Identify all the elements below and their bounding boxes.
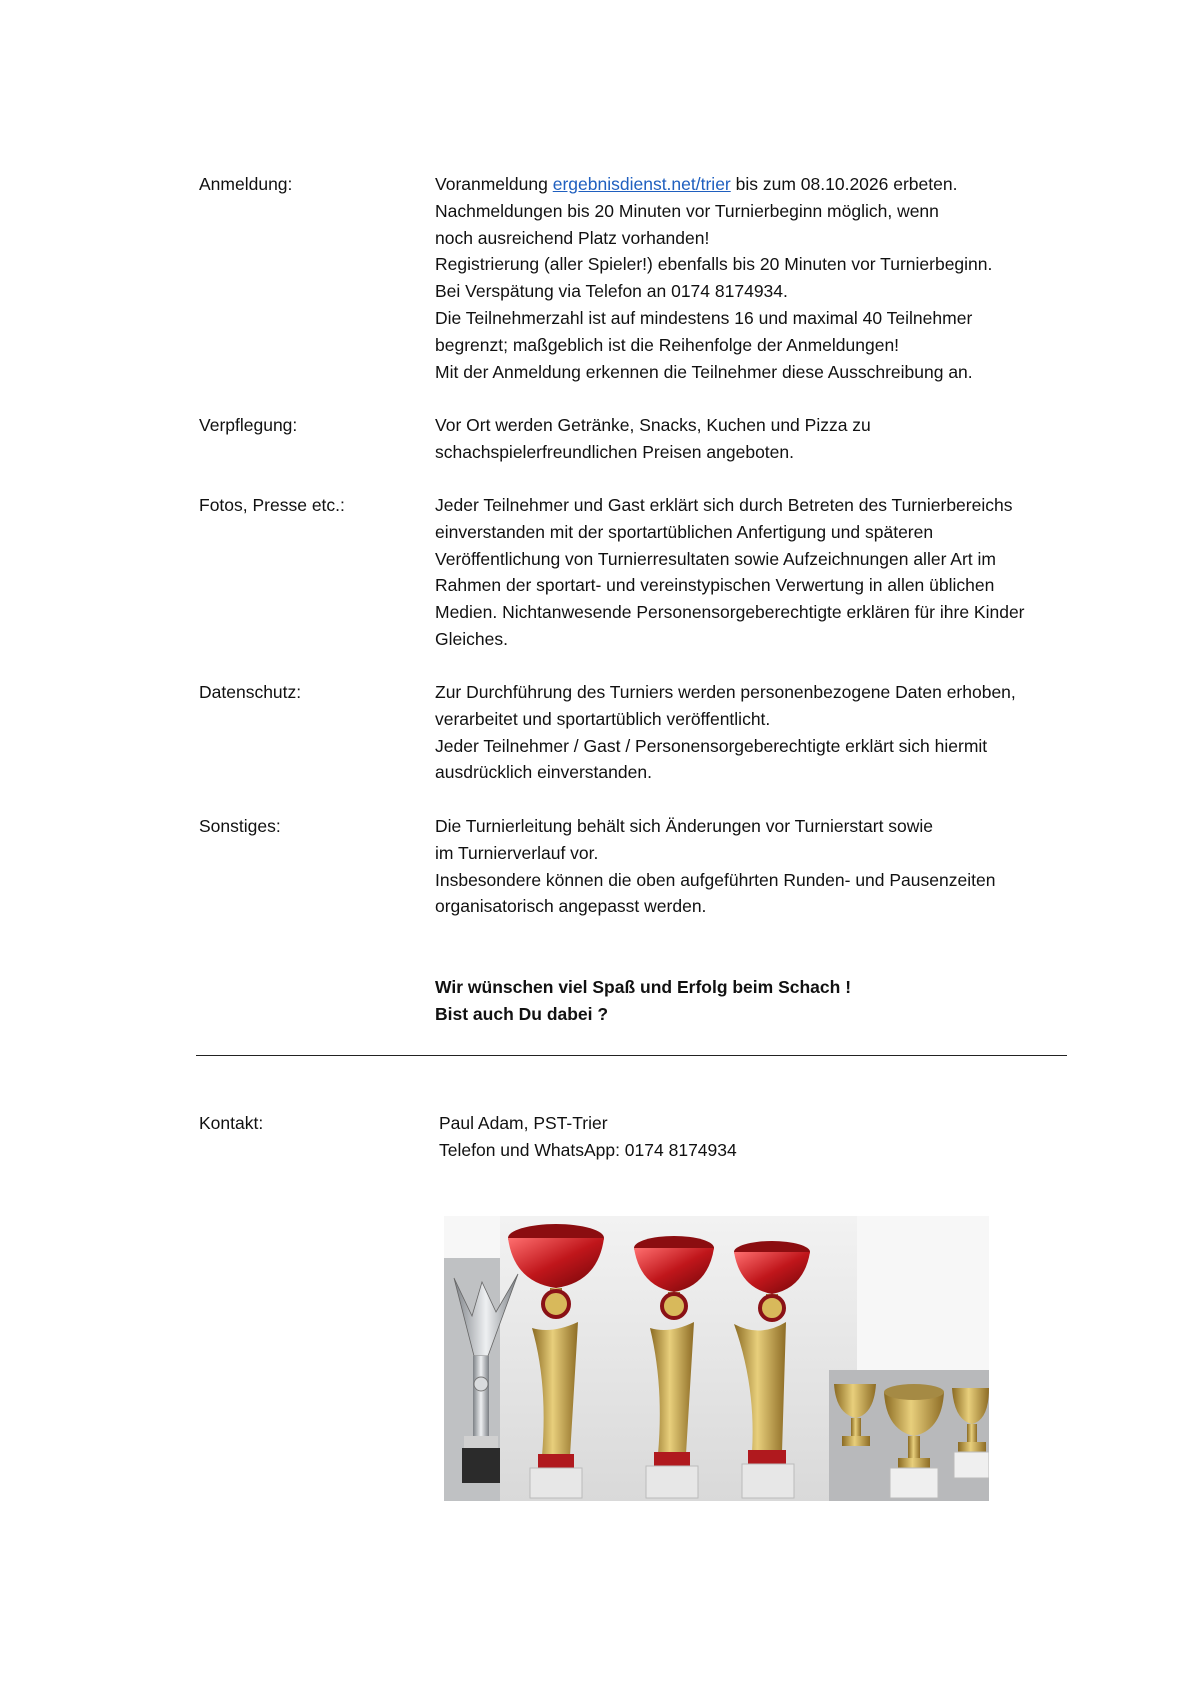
datenschutz-line: Jeder Teilnehmer / Gast / Personensorgeberechtigte erklärt sich hiermit [435, 735, 988, 756]
fotos-line: Rahmen der sportart- und vereinstypischen Verwertung in allen üblichen [435, 575, 995, 596]
datenschutz-line: verarbeitet und sportartüblich veröffentlicht. [435, 708, 771, 729]
fotos-line: Gleiches. [435, 628, 508, 649]
verpflegung-text [435, 412, 871, 466]
anmeldung-first-line [435, 171, 992, 198]
sonstiges-line: im Turnierverlauf vor. [435, 842, 599, 863]
closing-line: Wir wünschen viel Spaß und Erfolg beim Schach ! [435, 977, 852, 997]
fotos-text [435, 492, 1025, 653]
kontakt-label: Kontakt: [199, 1113, 264, 1133]
fotos-line: Jeder Teilnehmer und Gast erklärt sich durch Betreten des Turnierbereichs [435, 495, 1013, 515]
datenschutz-line: Zur Durchführung des Turniers werden personenbezogene Daten erhoben, [435, 682, 1016, 702]
anmeldung-line: Bei Verspätung via Telefon an 0174 8174934. [435, 281, 788, 302]
datenschutz-line: ausdrücklich einverstanden. [435, 762, 652, 783]
anmeldung-line: Die Teilnehmerzahl ist auf mindestens 16 und maximal 40 Teilnehmer [435, 307, 973, 328]
anmeldung-line: Registrierung (aller Spieler!) ebenfalls bis 20 Minuten vor Turnierbeginn. [435, 254, 993, 275]
anmeldung-line: Mit der Anmeldung erkennen die Teilnehmer diese Ausschreibung an. [435, 361, 973, 382]
closing-text [435, 974, 851, 1028]
datenschutz-text [435, 679, 1016, 786]
sonstiges-text [435, 813, 995, 920]
anmeldung-line: Nachmeldungen bis 20 Minuten vor Turnierbeginn möglich, wenn [435, 200, 939, 221]
fotos-line: Medien. Nichtanwesende Personensorgeberechtigte erklären für ihre Kinder [435, 602, 1025, 623]
verpflegung-line: Vor Ort werden Getränke, Snacks, Kuchen und Pizza zu [435, 415, 871, 435]
trophies-icon [444, 1216, 989, 1501]
sonstiges-line: Die Turnierleitung behält sich Änderungen vor Turnierstart sowie [435, 816, 934, 836]
anmeldung-intro: Voranmeldung [435, 174, 553, 194]
anmeldung-line: begrenzt; maßgeblich ist die Reihenfolge der Anmeldungen! [435, 334, 900, 355]
closing-line: Bist auch Du dabei ? [435, 1003, 609, 1024]
fotos-line: Veröffentlichung von Turnierresultaten sowie Aufzeichnungen aller Art im [435, 548, 996, 569]
sonstiges-line: organisatorisch angepasst werden. [435, 896, 707, 917]
anmeldung-deadline: bis zum 08.10.2026 erbeten. [730, 174, 958, 194]
trophies-photo [444, 1216, 989, 1501]
anmeldung-text [435, 171, 992, 385]
divider [196, 1055, 1067, 1056]
datenschutz-label: Datenschutz: [199, 682, 302, 702]
sonstiges-label: Sonstiges: [199, 816, 281, 836]
verpflegung-label: Verpflegung: [199, 415, 298, 435]
kontakt-text [439, 1110, 737, 1164]
kontakt-line: Telefon und WhatsApp: 0174 8174934 [439, 1139, 737, 1160]
kontakt-line: Paul Adam, PST-Trier [439, 1113, 608, 1133]
registration-link[interactable]: ergebnisdienst.net/trier [552, 174, 731, 194]
anmeldung-line: noch ausreichend Platz vorhanden! [435, 227, 710, 248]
anmeldung-label: Anmeldung: [199, 174, 293, 194]
verpflegung-line: schachspielerfreundlichen Preisen angeboten. [435, 441, 794, 462]
fotos-label: Fotos, Presse etc.: [199, 495, 345, 515]
sonstiges-line: Insbesondere können die oben aufgeführten Runden- und Pausenzeiten [435, 869, 996, 890]
fotos-line: einverstanden mit der sportartüblichen Anfertigung und späteren [435, 521, 934, 542]
